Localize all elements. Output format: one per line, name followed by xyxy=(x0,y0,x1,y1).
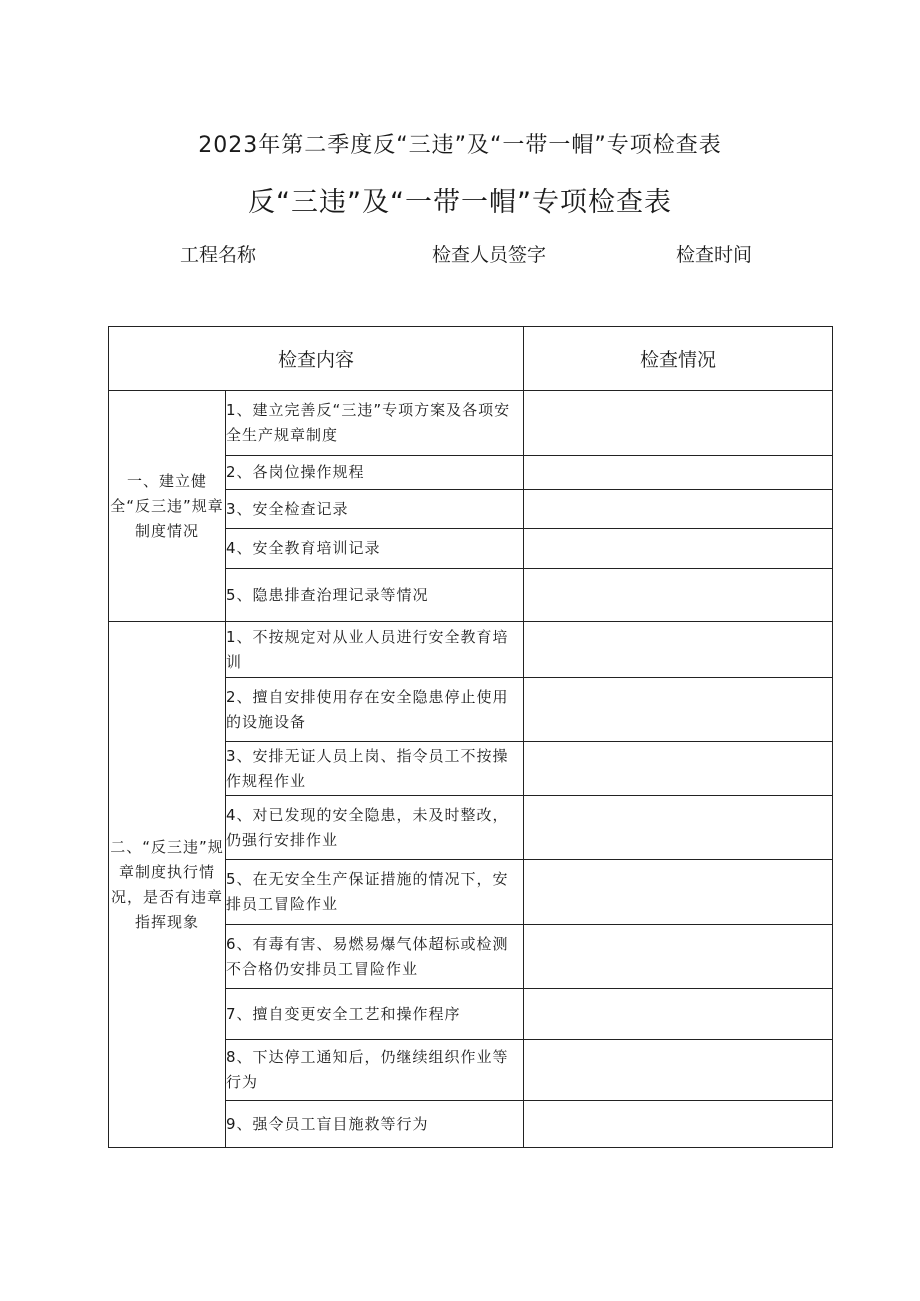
table-header-row xyxy=(109,327,833,391)
result-cell[interactable] xyxy=(524,925,833,989)
result-cell[interactable] xyxy=(524,989,833,1040)
check-item: 2、各岗位操作规程 xyxy=(226,456,524,490)
check-item: 1、建立完善反“三违”专项方案及各项安全生产规章制度 xyxy=(226,391,524,456)
section-2-category: 二、“反三违”规章制度执行情况，是否有违章指挥现象 xyxy=(109,622,226,1148)
table-row xyxy=(109,391,833,456)
result-cell[interactable] xyxy=(524,622,833,678)
check-item: 1、不按规定对从业人员进行安全教育培训 xyxy=(226,622,524,678)
result-cell[interactable] xyxy=(524,860,833,925)
inspection-time-label: 检查时间 xyxy=(676,244,753,266)
table-row xyxy=(109,622,833,678)
check-item: 3、安排无证人员上岗、指令员工不按操作规程作业 xyxy=(226,742,524,796)
inspector-signature-label: 检查人员签字 xyxy=(432,244,547,266)
check-item: 5、隐患排查治理记录等情况 xyxy=(226,569,524,622)
check-item: 7、擅自变更安全工艺和操作程序 xyxy=(226,989,524,1040)
result-cell[interactable] xyxy=(524,678,833,742)
project-name-label: 工程名称 xyxy=(180,244,257,266)
result-cell[interactable] xyxy=(524,490,833,529)
header-result: 检查情况 xyxy=(524,327,833,391)
document-title: 2023年第二季度反“三违”及“一带一帽”专项检查表 xyxy=(198,133,722,158)
check-item: 8、下达停工通知后，仍继续组织作业等行为 xyxy=(226,1040,524,1101)
result-cell[interactable] xyxy=(524,456,833,490)
result-cell[interactable] xyxy=(524,1040,833,1101)
check-item: 9、强令员工盲目施救等行为 xyxy=(226,1101,524,1148)
section-1-category: 一、建立健全“反三违”规章制度情况 xyxy=(109,391,226,622)
form-title: 反“三违”及“一带一帽”专项检查表 xyxy=(248,187,672,218)
header-content: 检查内容 xyxy=(109,327,524,391)
result-cell[interactable] xyxy=(524,569,833,622)
inspection-table xyxy=(108,326,833,1148)
result-cell[interactable] xyxy=(524,391,833,456)
check-item: 4、对已发现的安全隐患，未及时整改，仍强行安排作业 xyxy=(226,796,524,860)
check-item: 3、安全检查记录 xyxy=(226,490,524,529)
result-cell[interactable] xyxy=(524,796,833,860)
check-item: 6、有毒有害、易燃易爆气体超标或检测不合格仍安排员工冒险作业 xyxy=(226,925,524,989)
result-cell[interactable] xyxy=(524,529,833,569)
check-item: 4、安全教育培训记录 xyxy=(226,529,524,569)
check-item: 2、擅自安排使用存在安全隐患停止使用的设施设备 xyxy=(226,678,524,742)
check-item: 5、在无安全生产保证措施的情况下，安排员工冒险作业 xyxy=(226,860,524,925)
result-cell[interactable] xyxy=(524,1101,833,1148)
result-cell[interactable] xyxy=(524,742,833,796)
